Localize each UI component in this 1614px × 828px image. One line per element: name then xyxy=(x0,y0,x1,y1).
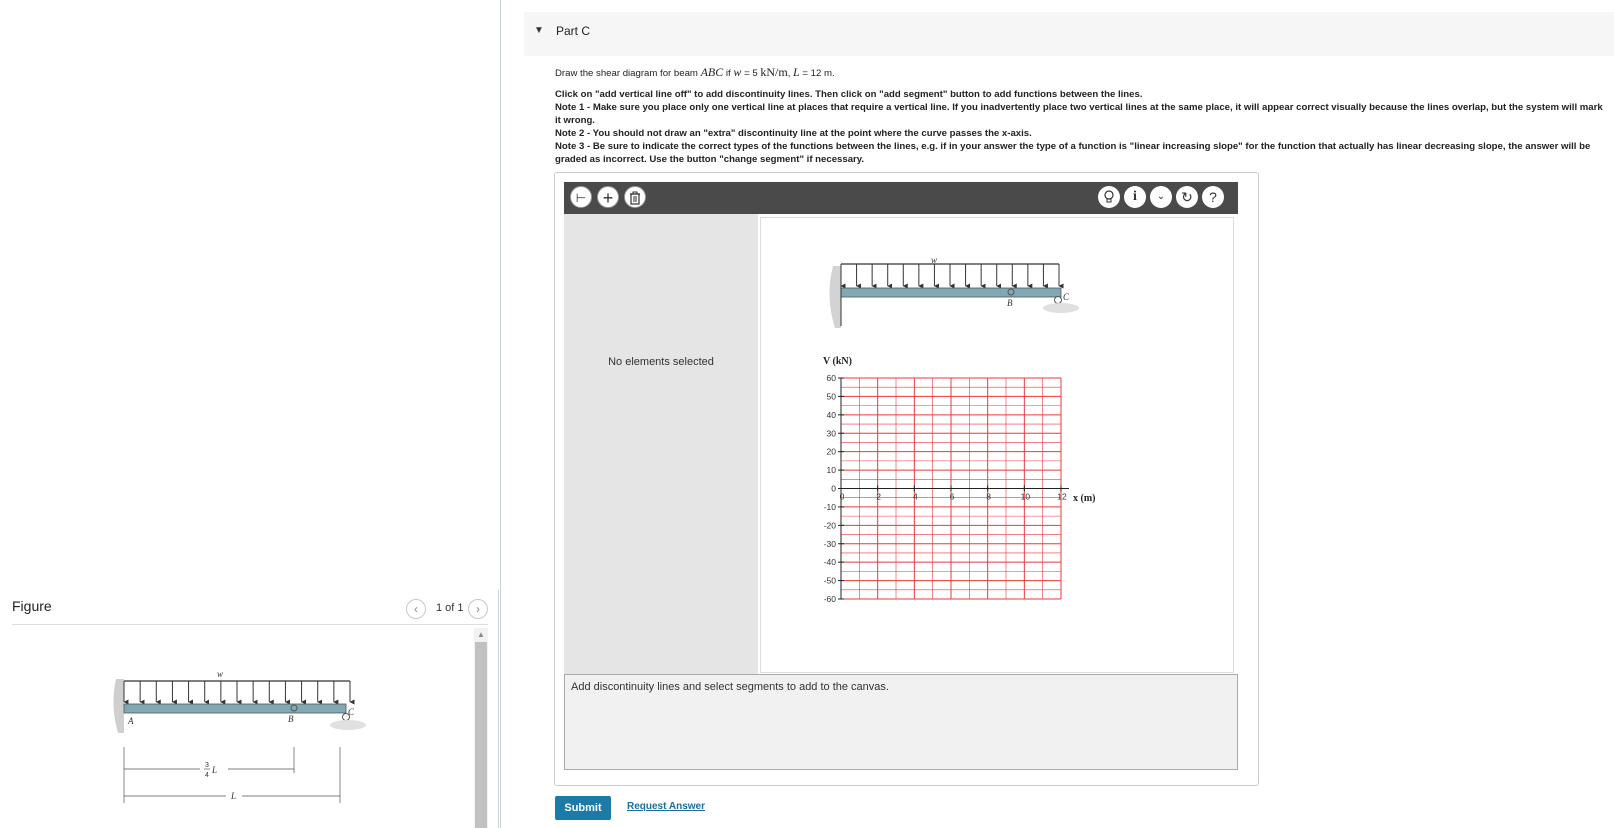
add-vertical-line-icon[interactable]: ⊢ xyxy=(570,186,592,208)
y-tick-label: 60 xyxy=(826,373,836,383)
point-c-label: C xyxy=(348,707,355,717)
canvas-load-label: w xyxy=(931,255,938,265)
note-3: Note 3 - Be sure to indicate the correct types of the functions between the lines, e.g. if in your answer the type of a function is "linear increasing slope" for the function that actually has linear decreasing slope, the answer will be graded as incorrect. Use the button "change segment" if necessary. xyxy=(555,141,1591,165)
add-segment-icon[interactable]: + xyxy=(597,186,619,208)
shear-diagram-svg[interactable] xyxy=(761,218,1233,672)
figure-title: Figure xyxy=(12,598,52,614)
x-tick-label: 4 xyxy=(912,491,918,502)
roller-ground xyxy=(330,720,366,730)
point-b-label: B xyxy=(288,714,294,724)
load-label: w xyxy=(217,669,224,679)
y-tick-label: -60 xyxy=(823,594,836,604)
trash-icon[interactable] xyxy=(624,186,646,208)
info-icon[interactable]: i xyxy=(1124,186,1146,208)
point-a-label: A xyxy=(128,716,134,726)
pane-divider-secondary xyxy=(498,590,499,828)
triangle-down-icon[interactable]: ▼ xyxy=(534,25,544,36)
canvas-roller-support xyxy=(1055,297,1062,304)
chevron-down-icon[interactable]: ⌄ xyxy=(1150,186,1172,208)
note-1: Note 1 - Make sure you place only one vertical line at places that require a vertical line. If you inadvertently place two vertical lines at the same place, it will appear correct visually because the lines overlap, but the system will mark it wrong. xyxy=(555,102,1603,126)
pane-divider[interactable] xyxy=(500,0,501,828)
canvas-wall-support xyxy=(829,266,841,328)
chevron-left-icon[interactable]: ‹ xyxy=(406,599,426,619)
submit-button[interactable]: Submit xyxy=(555,796,611,820)
help-icon[interactable]: ? xyxy=(1202,186,1224,208)
prompt-text-pre: Draw the shear diagram for beam xyxy=(555,68,701,79)
drawing-canvas[interactable] xyxy=(760,217,1234,673)
chart-axes xyxy=(824,373,1069,604)
prompt-w: w xyxy=(733,65,742,79)
canvas-load-arrows xyxy=(841,264,1059,286)
x-tick-label: 8 xyxy=(986,491,992,502)
scroll-up-arrow-icon[interactable]: ▲ xyxy=(477,630,485,639)
y-tick-label: 40 xyxy=(826,409,836,420)
no-selection-message: No elements selected xyxy=(608,356,714,368)
prompt-L-value: = 12 m. xyxy=(799,68,835,79)
y-tick-label: 20 xyxy=(826,446,836,457)
y-tick-label: -50 xyxy=(823,575,836,586)
dim-fraction-num: 3 xyxy=(205,762,209,769)
figure-pager-text: 1 of 1 xyxy=(436,602,464,614)
load-arrows xyxy=(124,681,350,702)
prompt-unit: kN/m xyxy=(760,65,788,79)
y-tick-label: 10 xyxy=(826,465,836,476)
figure-pane xyxy=(0,0,488,828)
y-tick-label: -30 xyxy=(823,538,836,549)
x-axis-label: x (m) xyxy=(1073,493,1096,504)
beam xyxy=(124,704,346,713)
question-prompt xyxy=(555,66,1607,80)
dim-total-label: L xyxy=(231,791,237,801)
dim-fraction-den: 4 xyxy=(205,772,209,779)
dim-fraction-var: L xyxy=(212,765,218,775)
prompt-L: L xyxy=(793,65,800,79)
instruction-text: Click on "add vertical line off" to add discontinuity lines. Then click on "add segment" button to add functions between the lines. xyxy=(555,89,1143,100)
widget-toolbar xyxy=(564,182,1238,214)
figure-beam-diagram xyxy=(100,665,380,828)
part-label: Part C xyxy=(556,24,591,38)
prompt-beam-name: ABC xyxy=(700,65,724,79)
prompt-if: if xyxy=(723,68,734,79)
x-tick-label: 2 xyxy=(876,491,882,502)
status-message: Add discontinuity lines and select segments to add to the canvas. xyxy=(571,681,889,693)
canvas-beam xyxy=(841,288,1061,297)
y-tick-label: -40 xyxy=(823,557,836,568)
x-tick-label: 0 xyxy=(839,491,845,502)
chevron-right-icon[interactable]: › xyxy=(468,599,488,619)
y-tick-label: 50 xyxy=(826,391,836,402)
canvas-point-b: B xyxy=(1007,298,1013,308)
x-tick-label: 10 xyxy=(1020,491,1031,502)
canvas-point-c: C xyxy=(1063,292,1070,302)
y-tick-label: -10 xyxy=(823,501,836,512)
y-tick-label: 0 xyxy=(831,483,836,494)
properties-panel xyxy=(564,214,758,674)
canvas-roller-ground xyxy=(1043,303,1079,313)
reset-icon[interactable]: ↻ xyxy=(1176,186,1198,208)
y-tick-label: -20 xyxy=(823,520,836,531)
prompt-w-value: = 5 xyxy=(741,68,761,79)
status-panel xyxy=(564,674,1238,770)
y-axis-label: V (kN) xyxy=(823,356,852,367)
y-tick-label: 30 xyxy=(826,428,836,439)
figure-divider xyxy=(12,624,488,625)
wall-support xyxy=(113,679,124,733)
note-2: Note 2 - You should not draw an "extra" discontinuity line at the point where the curve passes the x-axis. xyxy=(555,128,1032,139)
x-tick-label: 12 xyxy=(1057,491,1067,502)
figure-scrollbar-thumb[interactable] xyxy=(475,642,487,828)
part-c-header[interactable] xyxy=(524,12,1614,56)
hint-bulb-icon[interactable] xyxy=(1098,186,1120,208)
request-answer-link[interactable]: Request Answer xyxy=(627,801,705,812)
prompt-comma: , xyxy=(787,68,794,79)
x-tick-label: 6 xyxy=(949,491,955,502)
